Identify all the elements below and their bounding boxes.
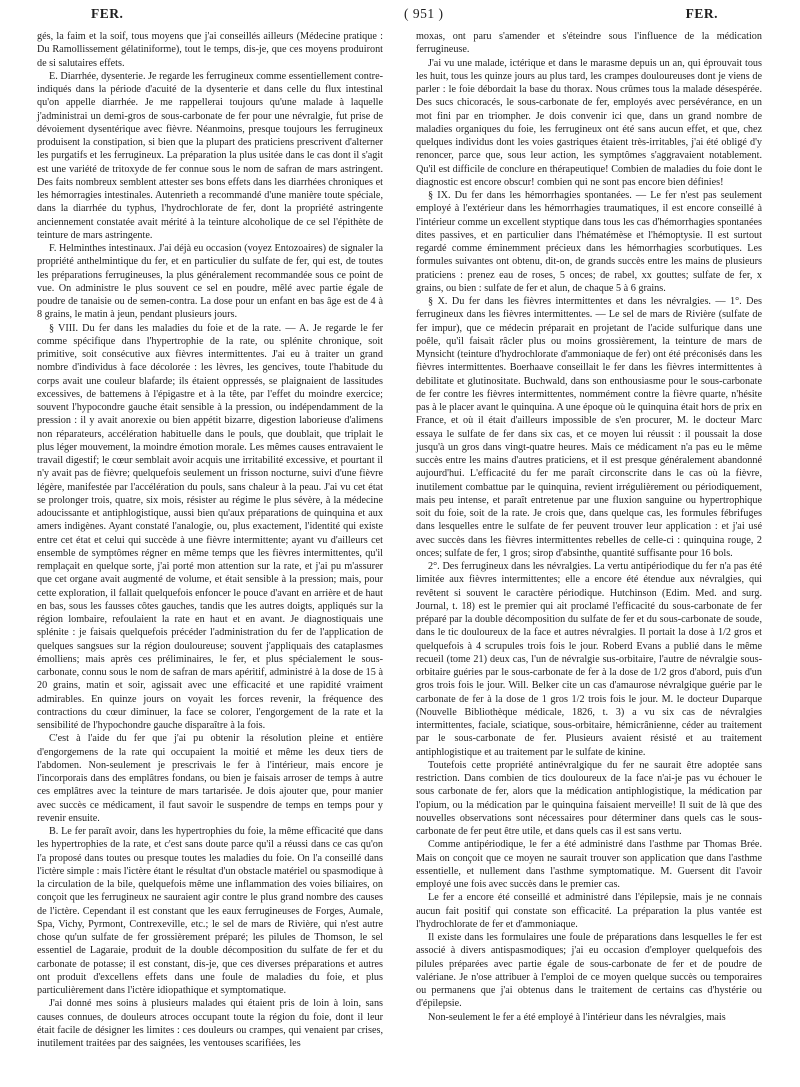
paragraph: Toutefois cette propriété antinévralgique du fer ne saurait être adoptée sans restriction. Dans combien de tics douloureux de la face n'ai-je pas vu échouer le sous carbonate de fer, alors que la médication antiphlogistique, la médication par l'opium, ou la médication par le quinquina faisaient merveille! Il suit de là que des nouvelles observations sont nécessaires pour déterminer dans quels cas le sous-carbonate de fer peut être utile, et dans quels cas il est sans vertu. (416, 759, 762, 837)
paragraph: Il existe dans les formulaires une foule de préparations dans lesquelles le fer est associé à divers antispasmodiques; j'ai eu occasion d'employer quelquefois des pilules préparées avec partie égale de sous-carbonate de fer et de poudre de valériane. Je n'ose attribuer à l'emploi de ce moyen quelque succès ou temporaires ou permanens que j'ai obtenus dans le traitement de certains cas d'hystérie ou d'épilepsie. (416, 932, 762, 1010)
paragraph: J'ai donné mes soins à plusieurs malades qui étaient pris de loin à loin, sans causes connues, de douleurs atroces occupant toute la région du foie, dont il leur était facile de désigner les limites : ces douleurs ou crampes, qui venaient par crises, inutilement traitées par des saignées, les ventouses scarifiées, les (37, 998, 383, 1049)
paragraph: moxas, ont paru s'amender et s'éteindre sous l'influence de la médication ferrugineuse. (416, 31, 762, 56)
paragraph: 2°. Des ferrugineux dans les névralgies. La vertu antipériodique du fer n'a pas été limitée aux fièvres intermittentes; elle a encore été étendue aux névralgies, qui revêtent si souvent le caractère périodique. Hutchinson (Edim. Med. and surg. Journal, t. 18) est le premier qui ait proclamé l'efficacité du sous-carbonate de fer préparé par la double décomposition du sulfate de fer et du sous-carbonate de soude, dans le tic douloureux de la face et autres névralgies. Il portait la dose à 1/2 gros et quelquefois à 4 scrupules trois fois le jour. Roberd Evans a publié dans le même recueil (tome 21) deux cas, l'un de névralgie sus-orbitaire, l'autre de névralgie sous-orbitaire guéries par le sous-carbonate de fer à la dose de 1/2 gros d'abord, puis d'un gros trois fois le jour. Will. Belker cite un cas d'amaurose névralgique guérie par le carbonate de fer à la dose de 1 gros 1/2 trois fois le jour. M. le docteur Duparque (Nouvelle Bibliothèque médicale, 1826, t. 3) a vu six cas de névralgies intermittentes, faciale, sciatique, sous-orbitaire, hémicrânienne, céder au traitement par le sous-carbonate de fer. Plusieurs avaient résisté et au traitement antiphlogistique et au traitement par le sulfate de kinine. (416, 561, 762, 758)
paragraph: Le fer a encore été conseillé et administré dans l'épilepsie, mais je ne connais aucun fait positif qui constate son efficacité. La préparation la plus vantée est l'hydrochlorate de fer et d'ammoniaque. (416, 892, 762, 930)
page-number: ( 951 ) (404, 6, 444, 21)
paragraph: J'ai vu une malade, ictérique et dans le marasme depuis un an, qui éprouvait tous les huit, tous les quinze jours au plus tard, les crampes douloureuses dont je viens de parler : le foie débordait la base du thorax. Nous crûmes tous la malade désespérée. Des sucs chicoracés, le sous-carbonate de fer, employés avec persévérance, en un mot fini par en triompher. Je dois convenir ici que, dans un grand nombre de maladies organiques du foie, les ferrugineux ont été sans aucun effet, et que, chez quelques individus dont les voies gastriques étaient très-irritables, j'ai été obligé d'y renoncer, parce que, sous leur action, les symptômes s'aggravaient notablement. Qu'il est difficile de conclure en thérapeutique! Combien de maladies du foie dont le diagnostic est encore obscur! combien qui ne sont pas encore bien définies! (416, 57, 762, 188)
paragraph: C'est à l'aide du fer que j'ai pu obtenir la résolution pleine et entière d'engorgemens de la rate qui occupaient la moitié et même les deux tiers de l'abdomen. Non-seulement je prescrivais le fer à l'intérieur, mais encore je l'incorporais dans des emplâtres fondans, ou bien je faisais arroser de temps à autre ces emplâtres avec la teinture de mars tartarisée. Je dois ajouter que, pour manier avec succès ce médicament, il faut savoir le suspendre de temps en temps pour y revenir ensuite. (37, 733, 383, 824)
paragraph: gés, la faim et la soif, tous moyens que j'ai conseillés ailleurs (Médecine pratique : Du Ramollissement gélatiniforme), tout le temps, dis-je, que ces moyens produiront de si salutaires effets. (37, 31, 383, 69)
paragraph: Comme antipériodique, le fer a été administré dans l'asthme par Thomas Brée. Mais on conçoit que ce moyen ne saurait trouver son application que dans l'asthme essentielle, et nullement dans l'asthme symptomatique. M. Guersent dit l'avoir employé une fois avec succès dans le premier cas. (416, 839, 762, 890)
header-left: FER. (91, 6, 124, 21)
running-header (36, 6, 760, 26)
right-column (416, 30, 762, 1024)
paragraph: § IX. Du fer dans les hémorrhagies spontanées. — Le fer n'est pas seulement employé à l'extérieur dans les hémorrhagies traumatiques, il est encore conseillé à l'intérieur comme un excellent styptique dans tous les cas d'hémorrhagies spontanées dites passives, et en particulier dans l'hématémèse et l'hémoptysie. Il est surtout regardé comme éminemment précieux dans les hémorrhagies scorbutiques. Les formules suivantes ont obtenu, dit-on, de grands succès entre les mains de plusieurs praticiens : prenez eau de roses, 5 onces; de rabel, xx gouttes; sulfate de fer, x grains, ou bien : sulfate de fer et alun, de chaque 5 à 6 grains. (416, 190, 762, 294)
header-right: FER. (685, 6, 718, 21)
paragraph: E. Diarrhée, dysenterie. Je regarde les ferrugineux comme essentiellement contre-indiqués dans la période d'acuité de la dysenterie et dans celle du flux intestinal qu'on appelle diarrhée. Je me rappellerai toujours qu'une malade à laquelle j'administrai un demi-gros de sous-carbonate de fer pour une névralgie, fut prise de dévoiement dysentérique avec fièvre. Néanmoins, presque toujours les ferrugineux produisent la constipation, si bien que la plupart des praticiens prescrivent d'alterner les purgatifs et les ferrugineux. La préparation la plus usitée dans le cas dont il s'agit est une variété de tritoxyde de fer connue sous le nom de safran de mars astringent. Des faits nombreux semblent attester ses bons effets dans les diarrhées chroniques et les hémorragies intestinales. Autenrieth a recommandé d'une manière toute spéciale, dans la diarrhée du typhus, l'hydrochlorate de fer, dont la propriété astringente anciennement constatée avait mérité à la teinture alcoholique de ce sel l'épithète de teinture de mars astringente. (37, 70, 383, 241)
paragraph: Non-seulement le fer a été employé à l'intérieur dans les névralgies, mais (428, 1011, 726, 1023)
paragraph: § VIII. Du fer dans les maladies du foie et de la rate. — A. Je regarde le fer comme spécifique dans l'hypertrophie de la rate, ou splénite chronique, soit primitive, soit consécutive aux fièvres intermittentes. J'ai eu à traiter un grand nombre d'individus à face décolorée : les lèvres, les gencives, toute l'habitude du corps avait une couleur blafarde; ils étaient oppressés, se plaignaient de lassitudes excessives, de battemens à l'épigastre et à la tête, par l'effet du moindre exercice; souvent l'hypocondre gauche était sensible à la pression, ou indépendamment de la pression : il y avait anorexie ou bien appétit bizarre, digestion laborieuse d'alimens non réparateurs, accélération habituelle dans le pouls, que doublait, que triplait le plus léger mouvement, la moindre émotion morale. Les mêmes causes entravaient le travail digestif; le cœur semblait avoir acquis une irritabilité excessive, et pourtant il n'y avait pas de fièvre; quelquefois seulement un frisson nocturne, suivi d'une fièvre légère, manifestée par l'accélération du pouls, sans chaleur à la peau. J'ai vu cet état se prolonger trois, quatre, six mois, résister au régime le plus sévère, à la médecine adoucissante et antiphlogistique, aussi bien qu'aux préparations de quinquina et aux amers indigènes. Ayant constaté l'analogie, ou, plus exactement, l'identité qui existe entre cet état et celui qui succède à une fièvre intermittente; ayant vu d'ailleurs cet ensemble de symptômes régner en même temps que les fièvres intermittentes, qu'il remplaçait en quelque sorte, j'ai porté mon attention sur la rate, et j'ai pu m'assurer que cet organe avait augmenté de volume, et était sensible à la pression; mais, pour cette exploration, il fallait quelquefois enfoncer le pouce d'avant en arrière et de haut en bas, sous les fausses côtes gauches, tandis que les autres doigts, appliqués sur la région lombaire, refoulaient la rate en haut et en avant. Je diagnostiquais une splénite : je faisais quelquefois précéder l'administration du fer de l'application de quelques sangsues sur la région douloureuse; souvent j'appliquais des cataplasmes émolliens; mais après ces préliminaires, le fer, et plus spécialement le sous-carbonate, connu sous le nom de safran de mars apéritif, administré à la dose de 15 à 20 grains, matin et soir, agissait avec une efficacité et une rapidité vraiment admirables. En quinze jours on voyait les forces revenir, la fréquence des contractions du cœur diminuer, la face se colorer, l'engorgement de la rate et la sensibilité de l'hypochondre gauche disparaître à la fois. (37, 322, 383, 731)
paragraph: B. Le fer paraît avoir, dans les hypertrophies du foie, la même efficacité que dans les hypertrophies de la rate, et c'est sans doute parce qu'il a réussi dans ce cas qu'on l'a proposé dans toutes ou presque toutes les maladies du foie. On l'a conseillé dans l'ictère simple : mais l'ictère étant le résultat d'un obstacle matériel ou spasmodique à la circulation de la bile, quelquefois même une inflammation des voies biliaires, on conçoit que les ferrugineux ne sauraient agir contre le plus grand nombre des causes de l'ictère. Cependant il est constant que les eaux ferrugineuses de Forges, Aumale, Spa, Vichy, Pyrmont, Contrexeville, etc.; le sel de mars de Rivière, qui n'est autre chose qu'un sulfate de fer grossièrement préparé; les pilules de Thomson, le sel essentiel de Lagaraie, produit de la double décomposition du sulfate de fer et du carbonate de potasse; il est constant, dis-je, que ces diverses préparations et autres ont produit d'excellens effets dans une foule de maladies du foie, et plus particulièrement dans l'ictère idiopathique et symptomatique. (37, 826, 383, 996)
left-column (37, 30, 383, 1050)
paragraph: F. Helminthes intestinaux. J'ai déjà eu occasion (voyez Entozoaires) de signaler la propriété anthelmintique du fer, et en particulier du sulfate de fer, qui est, de toutes les préparations ferrugineuses, la plus généralement recommandée sous ce point de vue. On administre le plus souvent ce sel en poudre, mêlé avec partie égale de poudre de tanaisie ou de semen-contra. La dose pour un enfant en bas âge est de 4 à 8 grains, le matin à jeun, pendant plusieurs jours. (37, 243, 383, 321)
paragraph: § X. Du fer dans les fièvres intermittentes et dans les névralgies. — 1°. Des ferrugineux dans les fièvres intermittentes. — Le sel de mars de Rivière (sulfate de fer impur), que ce médecin préparait en projetant de l'acide sulfurique dans une poêle, qu'il faisait râcler plus ou moins grossièrement, la teinture de mars de Mynsicht (teinture d'hydrochlorate d'ammoniaque de fer) ont été préconisés dans les fièvres intermittentes. Boerhaave conseillait le fer dans les fièvres intermittentes à debilitate et glutinositate. Buchwald, dans son enthousiasme pour le sous-carbonate de fer contre les fièvres intermittentes, nommément contre la fièvre quarte, n'hésite pas à le placer avant le quinquina. A une époque où le quinquina était hors de prix en France, et où il était d'ailleurs impossible de s'en procurer, M. le docteur Marc essaya le sulfate de fer dans six cas, et ce moyen lui réussit : il poussait la dose jusqu'à un gros dans vingt-quatre heures. Mais ce médicament n'a pas eu le même succès entre les mains d'autres praticiens, et il est presque généralement abandonné aujourd'hui. L'efficacité du fer me paraît circonscrite dans le cas où la fièvre, inutilement combattue par le quinquina, revient irrégulièrement ou périodiquement, mais peu intense, et paraît entretenue par une fluxion sanguine ou hypertrophique soit du foie, soit de la rate. Je crois que, dans quelque cas, les formules fébrifuges dans lesquelles entre le sulfate de fer peuvent trouver leur application : et j'ai usé avec succès dans les fièvres intermittentes rebelles de celle-ci : quinquina rouge, 2 onces; sulfate de fer, 1 gros; sirop d'absinthe, quantité suffisante pour 16 bols. (416, 296, 762, 559)
